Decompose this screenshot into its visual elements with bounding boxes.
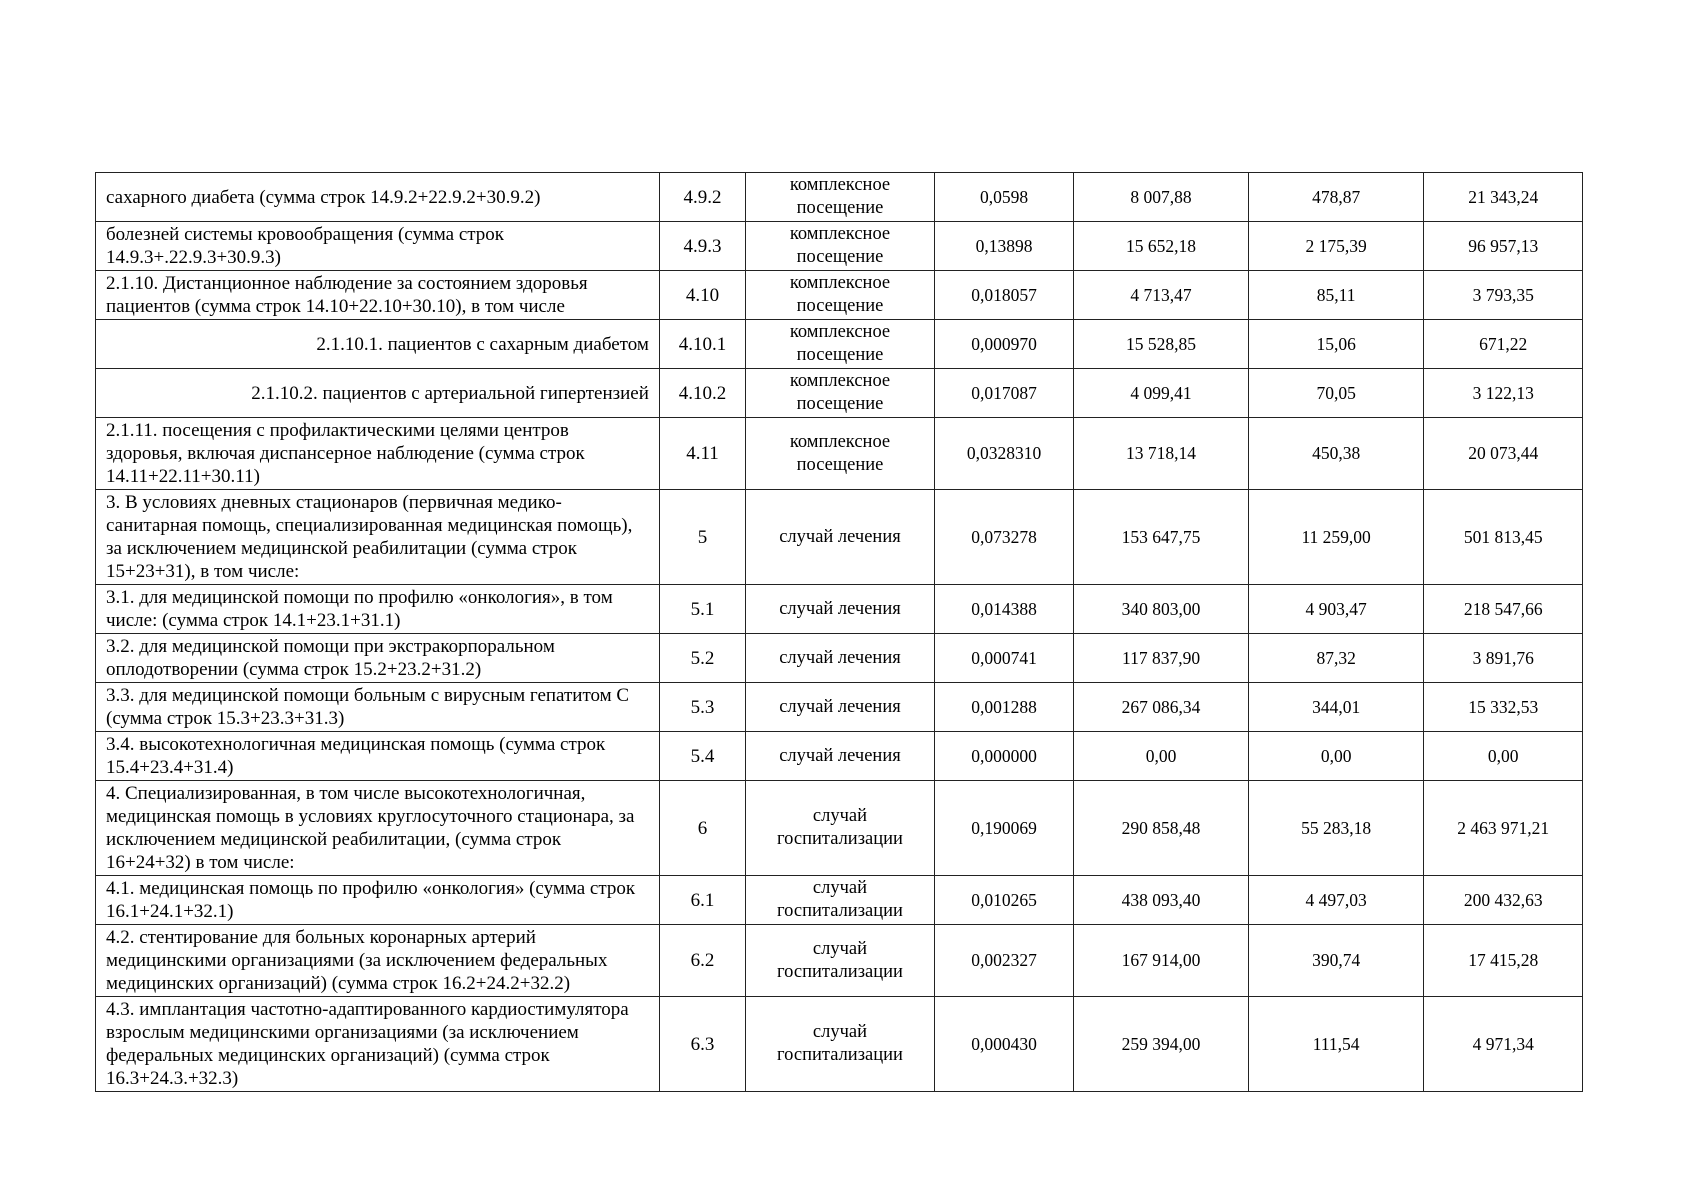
row-code: 4.9.2 [659, 173, 745, 222]
row-unit: комплексное посещение [746, 320, 935, 369]
row-total: 15 332,53 [1424, 683, 1583, 732]
row-norm: 0,014388 [934, 585, 1073, 634]
row-total: 20 073,44 [1424, 418, 1583, 490]
row-name: 2.1.11. посещения с профилактическими целями центров здоровья, включая диспансерное наблюдение (сумма строк 14.11+22.11+30.11) [96, 418, 660, 490]
row-code: 6 [659, 781, 745, 876]
row-name: болезней системы кровообращения (сумма строк 14.9.3+.22.9.3+30.9.3) [96, 222, 660, 271]
row-name: 2.1.10.2. пациентов с артериальной гипертензией [96, 369, 660, 418]
row-cost: 153 647,75 [1074, 490, 1249, 585]
row-code: 6.2 [659, 925, 745, 997]
row-total: 96 957,13 [1424, 222, 1583, 271]
row-norm: 0,073278 [934, 490, 1073, 585]
row-unit: случай лечения [746, 634, 935, 683]
row-name: 2.1.10.1. пациентов с сахарным диабетом [96, 320, 660, 369]
row-per-capita: 2 175,39 [1248, 222, 1424, 271]
row-unit: случай госпитализации [746, 876, 935, 925]
row-cost: 0,00 [1074, 732, 1249, 781]
row-norm: 0,000000 [934, 732, 1073, 781]
row-cost: 267 086,34 [1074, 683, 1249, 732]
row-norm: 0,13898 [934, 222, 1073, 271]
row-code: 5.4 [659, 732, 745, 781]
row-unit: комплексное посещение [746, 173, 935, 222]
row-per-capita: 15,06 [1248, 320, 1424, 369]
row-unit: комплексное посещение [746, 369, 935, 418]
row-norm: 0,017087 [934, 369, 1073, 418]
row-code: 4.9.3 [659, 222, 745, 271]
financing-table [95, 172, 1583, 1092]
row-unit: комплексное посещение [746, 271, 935, 320]
row-name: 3. В условиях дневных стационаров (первичная медико-санитарная помощь, специализированная медицинская помощь), за исключением медицинской реабилитации (сумма строк 15+23+31), в том числе: [96, 490, 660, 585]
row-cost: 8 007,88 [1074, 173, 1249, 222]
row-code: 4.10 [659, 271, 745, 320]
row-total: 21 343,24 [1424, 173, 1583, 222]
row-norm: 0,0328310 [934, 418, 1073, 490]
row-cost: 15 528,85 [1074, 320, 1249, 369]
table-row [96, 683, 1583, 732]
row-unit: случай лечения [746, 585, 935, 634]
row-per-capita: 478,87 [1248, 173, 1424, 222]
row-per-capita: 11 259,00 [1248, 490, 1424, 585]
row-code: 6.1 [659, 876, 745, 925]
table-row [96, 732, 1583, 781]
row-name: 3.3. для медицинской помощи больным с вирусным гепатитом С (сумма строк 15.3+23.3+31.3) [96, 683, 660, 732]
row-code: 5.3 [659, 683, 745, 732]
row-total: 671,22 [1424, 320, 1583, 369]
row-total: 17 415,28 [1424, 925, 1583, 997]
row-norm: 0,000741 [934, 634, 1073, 683]
row-cost: 340 803,00 [1074, 585, 1249, 634]
row-code: 4.11 [659, 418, 745, 490]
row-unit: случай госпитализации [746, 781, 935, 876]
row-total: 501 813,45 [1424, 490, 1583, 585]
row-unit: случай госпитализации [746, 925, 935, 997]
row-name: 3.2. для медицинской помощи при экстракорпоральном оплодотворении (сумма строк 15.2+23.2+31.2) [96, 634, 660, 683]
row-total: 4 971,34 [1424, 997, 1583, 1092]
row-total: 0,00 [1424, 732, 1583, 781]
row-total: 2 463 971,21 [1424, 781, 1583, 876]
row-norm: 0,010265 [934, 876, 1073, 925]
row-total: 3 122,13 [1424, 369, 1583, 418]
row-norm: 0,0598 [934, 173, 1073, 222]
row-unit: комплексное посещение [746, 222, 935, 271]
row-unit: случай лечения [746, 490, 935, 585]
row-per-capita: 85,11 [1248, 271, 1424, 320]
row-per-capita: 70,05 [1248, 369, 1424, 418]
row-cost: 438 093,40 [1074, 876, 1249, 925]
row-name: 4.3. имплантация частотно-адаптированного кардиостимулятора взрослым медицинскими организациями (за исключением федеральных медицинских организаций) (сумма строк 16.3+24.3.+32.3) [96, 997, 660, 1092]
row-code: 5 [659, 490, 745, 585]
row-cost: 15 652,18 [1074, 222, 1249, 271]
row-norm: 0,001288 [934, 683, 1073, 732]
row-code: 6.3 [659, 997, 745, 1092]
row-per-capita: 450,38 [1248, 418, 1424, 490]
table-row [96, 418, 1583, 490]
row-per-capita: 4 903,47 [1248, 585, 1424, 634]
table-row [96, 320, 1583, 369]
row-code: 5.1 [659, 585, 745, 634]
row-unit: комплексное посещение [746, 418, 935, 490]
row-unit: случай госпитализации [746, 997, 935, 1092]
row-code: 4.10.1 [659, 320, 745, 369]
row-norm: 0,000970 [934, 320, 1073, 369]
row-cost: 4 099,41 [1074, 369, 1249, 418]
row-name: 4.2. стентирование для больных коронарных артерий медицинскими организациями (за исключением федеральных медицинских организаций) (сумма строк 16.2+24.2+32.2) [96, 925, 660, 997]
table-row [96, 271, 1583, 320]
row-cost: 259 394,00 [1074, 997, 1249, 1092]
row-norm: 0,002327 [934, 925, 1073, 997]
row-code: 4.10.2 [659, 369, 745, 418]
row-per-capita: 4 497,03 [1248, 876, 1424, 925]
row-total: 3 793,35 [1424, 271, 1583, 320]
row-norm: 0,018057 [934, 271, 1073, 320]
table-row [96, 925, 1583, 997]
table-row [96, 876, 1583, 925]
row-name: сахарного диабета (сумма строк 14.9.2+22.9.2+30.9.2) [96, 173, 660, 222]
row-total: 218 547,66 [1424, 585, 1583, 634]
row-name: 4.1. медицинская помощь по профилю «онкология» (сумма строк 16.1+24.1+32.1) [96, 876, 660, 925]
row-cost: 117 837,90 [1074, 634, 1249, 683]
row-name: 2.1.10. Дистанционное наблюдение за состоянием здоровья пациентов (сумма строк 14.10+22.10+30.10), в том числе [96, 271, 660, 320]
table-row [96, 222, 1583, 271]
table-row [96, 585, 1583, 634]
row-total: 200 432,63 [1424, 876, 1583, 925]
table-row [96, 997, 1583, 1092]
row-name: 4. Специализированная, в том числе высокотехнологичная, медицинская помощь в условиях круглосуточного стационара, за исключением медицинской реабилитации, (сумма строк 16+24+32) в том числе: [96, 781, 660, 876]
row-cost: 13 718,14 [1074, 418, 1249, 490]
table-row [96, 781, 1583, 876]
row-per-capita: 0,00 [1248, 732, 1424, 781]
row-name: 3.1. для медицинской помощи по профилю «онкология», в том числе: (сумма строк 14.1+23.1+31.1) [96, 585, 660, 634]
row-cost: 4 713,47 [1074, 271, 1249, 320]
row-per-capita: 111,54 [1248, 997, 1424, 1092]
row-code: 5.2 [659, 634, 745, 683]
row-per-capita: 390,74 [1248, 925, 1424, 997]
row-name: 3.4. высокотехнологичная медицинская помощь (сумма строк 15.4+23.4+31.4) [96, 732, 660, 781]
row-cost: 167 914,00 [1074, 925, 1249, 997]
table-row [96, 490, 1583, 585]
row-norm: 0,000430 [934, 997, 1073, 1092]
row-per-capita: 87,32 [1248, 634, 1424, 683]
row-unit: случай лечения [746, 732, 935, 781]
row-unit: случай лечения [746, 683, 935, 732]
table-row [96, 369, 1583, 418]
table-row [96, 173, 1583, 222]
row-per-capita: 55 283,18 [1248, 781, 1424, 876]
row-total: 3 891,76 [1424, 634, 1583, 683]
row-norm: 0,190069 [934, 781, 1073, 876]
row-per-capita: 344,01 [1248, 683, 1424, 732]
table-row [96, 634, 1583, 683]
row-cost: 290 858,48 [1074, 781, 1249, 876]
